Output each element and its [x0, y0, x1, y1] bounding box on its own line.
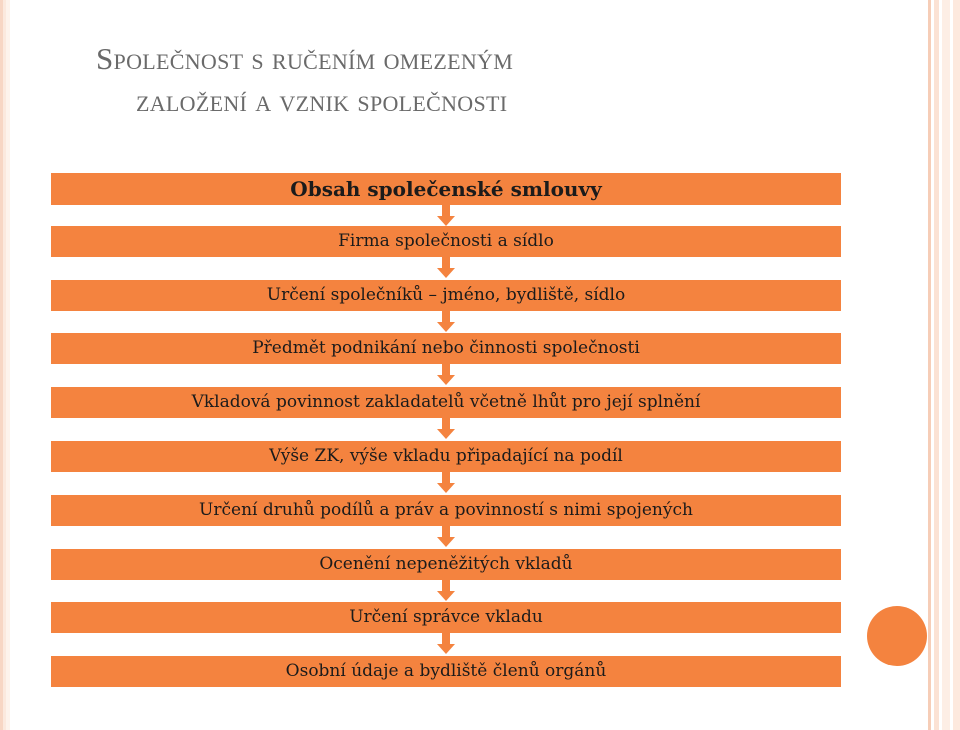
flow-step: Předmět podnikání nebo činnosti společnosti	[51, 333, 841, 364]
flow-step: Výše ZK, výše vkladu připadající na podíl	[51, 441, 841, 472]
flow-step-header: Obsah společenské smlouvy	[51, 173, 841, 205]
flow-step: Osobní údaje a bydliště členů orgánů	[51, 656, 841, 687]
flow-step: Firma společnosti a sídlo	[51, 226, 841, 257]
flow-arrow-down-icon	[437, 205, 455, 226]
slide-title-line1: Společnost s ručením omezeným	[96, 41, 514, 76]
flow-arrow-down-icon	[437, 633, 455, 654]
flow-step: Ocenění nepeněžitých vkladů	[51, 549, 841, 580]
flow-arrow-down-icon	[437, 257, 455, 278]
flow-step: Určení společníků – jméno, bydliště, sídlo	[51, 280, 841, 311]
flow-step: Vkladová povinnost zakladatelů včetně lhůt pro její splnění	[51, 387, 841, 418]
flow-arrow-down-icon	[437, 580, 455, 601]
flow-arrow-down-icon	[437, 526, 455, 547]
flow-arrow-down-icon	[437, 418, 455, 439]
right-decor-strip	[920, 0, 960, 730]
flow-step: Určení správce vkladu	[51, 602, 841, 633]
slide-title-line2: založení a vznik společnosti	[136, 83, 508, 118]
flow-step: Určení druhů podílů a práv a povinností s nimi spojených	[51, 495, 841, 526]
decor-circle	[867, 606, 927, 666]
flow-arrow-down-icon	[437, 472, 455, 493]
slide-title	[96, 38, 876, 122]
flow-arrow-down-icon	[437, 364, 455, 385]
flow-arrow-down-icon	[437, 311, 455, 332]
left-decor-strip	[0, 0, 10, 730]
